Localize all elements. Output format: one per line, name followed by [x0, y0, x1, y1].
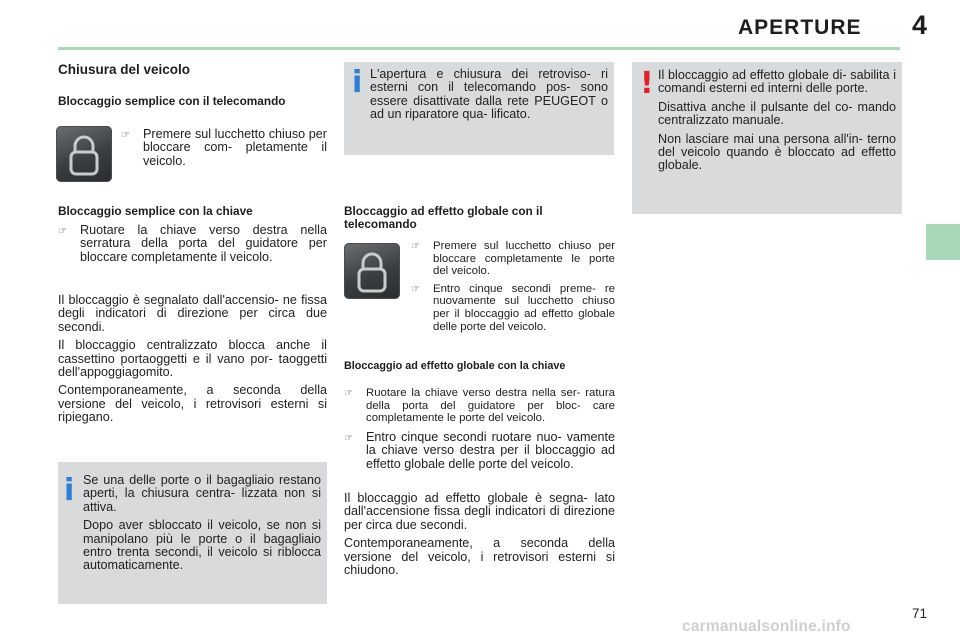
pointing-hand-icon: ☞: [121, 130, 130, 141]
paragraph: Contemporaneamente, a seconda della versione del veicolo, i retrovisori esterni si ripiegano.: [58, 383, 327, 425]
page-number: 71: [912, 606, 928, 621]
chapter-side-tab: [926, 224, 960, 260]
remote-global-heading: Bloccaggio ad effetto globale con il telecomando: [344, 204, 543, 231]
key-simple-bullet: ☞ Ruotare la chiave verso destra nella serratura della porta del guidatore per bloccare completamente il veicolo.: [58, 223, 327, 264]
info-box-text: Se una delle porte o il bagagliaio restano aperti, la chiusura centra- lizzata non si attiva. Dopo aver sbloccato il veicolo, se non si manipolano più le porte o il bagagliaio entro trenta secondi, il veicolo si riblocca automaticamente.: [83, 473, 321, 573]
lock-button-image: [344, 243, 400, 299]
info-icon: i: [352, 65, 363, 100]
info-box-doors: [58, 462, 327, 604]
pointing-hand-icon: ☞: [411, 283, 420, 295]
header-divider: [58, 47, 900, 50]
locking-description: [58, 294, 327, 425]
remote-global-bullets: [411, 240, 615, 333]
chapter-number: 4: [912, 10, 928, 40]
info-icon: i: [64, 473, 75, 508]
paragraph: Contemporaneamente, a seconda della versione del veicolo, i retrovisori esterni si chiudono.: [344, 536, 615, 578]
pointing-hand-icon: ☞: [411, 241, 420, 252]
remote-simple-bullet: ☞ Premere sul lucchetto chiuso per bloccare com- pletamente il veicolo.: [121, 127, 327, 168]
list-item: ☞ Entro cinque secondi preme- re nuovamente sul lucchetto chiuso per il bloccaggio ad effetto globale delle porte del veicolo.: [411, 282, 615, 333]
pointing-hand-icon: ☞: [344, 388, 353, 399]
padlock-closed-icon: [344, 243, 400, 299]
watermark: carmanualsonline.info: [682, 618, 851, 635]
lock-button-image: [56, 126, 112, 182]
warning-box-text: Il bloccaggio ad effetto globale di- sabilita i comandi esterni ed interni delle porte. Disattiva anche il pulsante del co- mando centralizzato manuale. Non lasciare mai una persona all'in- terno del veicolo quando è bloccato ad effetto globale.: [658, 68, 896, 173]
global-locking-description: [344, 492, 615, 577]
list-item: ☞ Ruotare la chiave verso destra nella ser- ratura della porta del guidatore per bloc- care completamente le porte del veicolo.: [344, 387, 615, 425]
list-item: ☞ Premere sul lucchetto chiuso per bloccare completamente le porte del veicolo.: [411, 240, 615, 278]
info-box-text: L'apertura e chiusura dei retroviso- ri esterni con il telecomando pos- sono essere disattivate dalla rete PEUGEOT o ad un riparatore qua- lificato.: [370, 67, 608, 122]
paragraph: Il bloccaggio è segnalato dall'accensio- ne fissa degli indicatori di direzione per circa due secondi.: [58, 293, 327, 334]
section-title: Chiusura del veicolo: [58, 62, 191, 77]
info-box-mirrors: [344, 62, 614, 155]
chapter-title: APERTURE: [738, 16, 862, 39]
warning-box: [632, 62, 902, 214]
warning-icon: !: [640, 66, 654, 101]
padlock-closed-icon: [56, 126, 112, 182]
list-item: ☞ Entro cinque secondi ruotare nuo- vamente la chiave verso destra per il bloccaggio ad effetto globale delle porte del veicolo.: [344, 429, 615, 471]
pointing-hand-icon: ☞: [344, 432, 353, 444]
key-global-heading: Bloccaggio ad effetto globale con la chiave: [344, 360, 566, 372]
paragraph: Il bloccaggio ad effetto globale è segna- lato dall'accensione fissa degli indicatori di direzione per circa due secondi.: [344, 491, 615, 532]
key-global-bullets: [344, 387, 615, 471]
pointing-hand-icon: ☞: [58, 226, 67, 237]
remote-simple-heading: Bloccaggio semplice con il telecomando: [58, 94, 286, 108]
paragraph: Il bloccaggio centralizzato blocca anche il cassettino portaoggetti e il vano por- taoggetti dell'appoggiagomito.: [58, 338, 327, 380]
key-simple-heading: Bloccaggio semplice con la chiave: [58, 204, 253, 218]
